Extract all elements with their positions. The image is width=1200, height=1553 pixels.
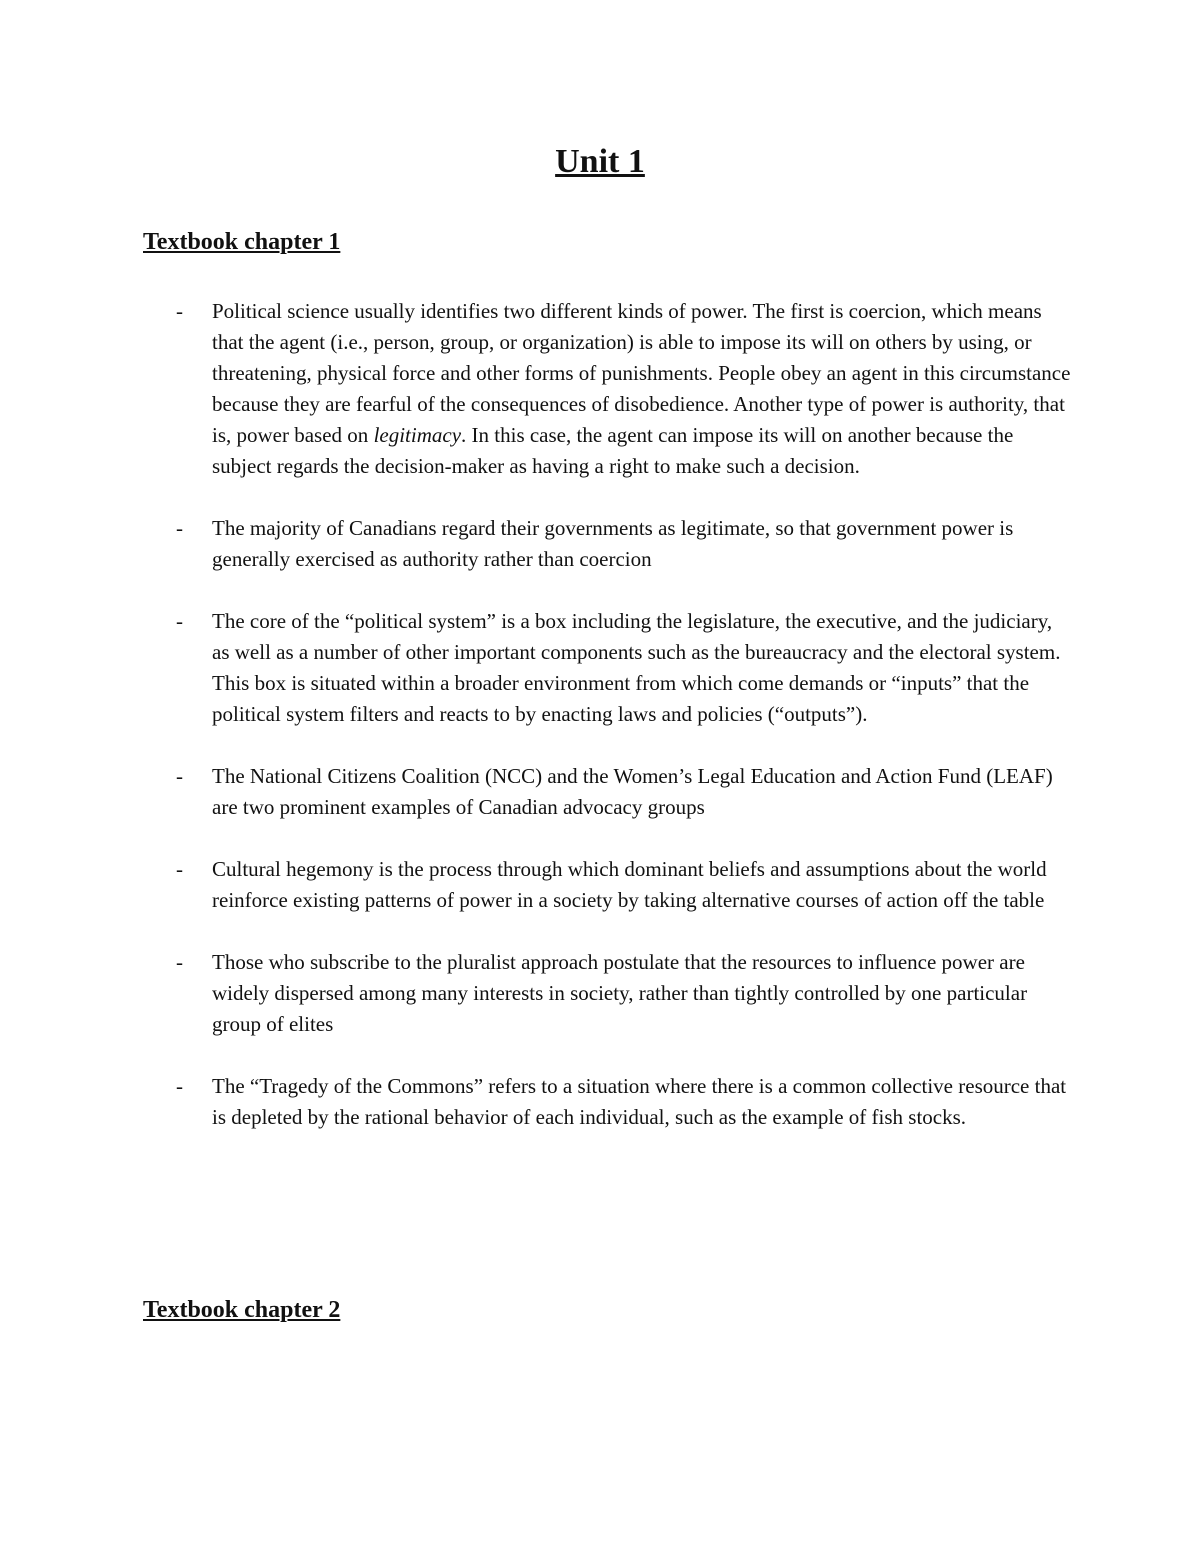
bullet-text: The majority of Canadians regard their governments as legitimate, so that government power is generally exercised as authority rather than coercion [212,516,1014,571]
bullet-dash: - [176,857,183,881]
bullet-dash: - [176,609,183,633]
section-heading-chapter-1: Textbook chapter 1 [143,229,341,255]
chapter-1-bullet-list [0,296,1200,1164]
list-item [0,606,1072,730]
list-item [0,947,1072,1040]
list-item [0,296,1072,482]
list-item [0,854,1072,916]
bullet-dash: - [176,1074,183,1098]
list-item [0,1071,1072,1133]
bullet-dash: - [176,764,183,788]
section-heading-chapter-2: Textbook chapter 2 [143,1297,341,1323]
bullet-text [212,296,1072,482]
list-item [0,761,1072,823]
bullet-text-part: . In this case, the agent can impose its will on another because the subject regards the decision-maker as having a right to make such a decision. [212,423,1014,478]
bullet-dash: - [176,950,183,974]
bullet-text: Cultural hegemony is the process through which dominant beliefs and assumptions about the world reinforce existing patterns of power in a society by taking alternative courses of action off the table [212,857,1047,912]
bullet-text: The “Tragedy of the Commons” refers to a situation where there is a common collective resource that is depleted by the rational behavior of each individual, such as the example of fish stocks. [212,1074,1067,1129]
bullet-text-part: Political science usually identifies two different kinds of power. The first is coercion, which means that the agent (i.e., person, group, or organization) is able to impose its will on others by using, or threatening, physical force and other forms of punishments. People obey an agent in this circumstance because they are fearful of the consequences of disobedience. Another type of power is authority, that is, power based on [212,299,1071,447]
bullet-text: Those who subscribe to the pluralist approach postulate that the resources to influence power are widely dispersed among many interests in society, rather than tightly controlled by one particular group of elites [212,950,1028,1036]
bullet-dash: - [176,299,183,323]
bullet-text: The National Citizens Coalition (NCC) and the Women’s Legal Education and Action Fund (LEAF) are two prominent examples of Canadian advocacy groups [212,764,1053,819]
bullet-dash: - [176,516,183,540]
bullet-text: The core of the “political system” is a box including the legislature, the executive, and the judiciary, as well as a number of other important components such as the bureaucracy and the electoral system. This box is situated within a broader environment from which come demands or “inputs” that the political system filters and reacts to by enacting laws and policies (“outputs”). [212,609,1061,726]
page-title: Unit 1 [555,143,645,180]
emphasized-term: legitimacy [373,423,462,447]
list-item [0,513,1072,575]
